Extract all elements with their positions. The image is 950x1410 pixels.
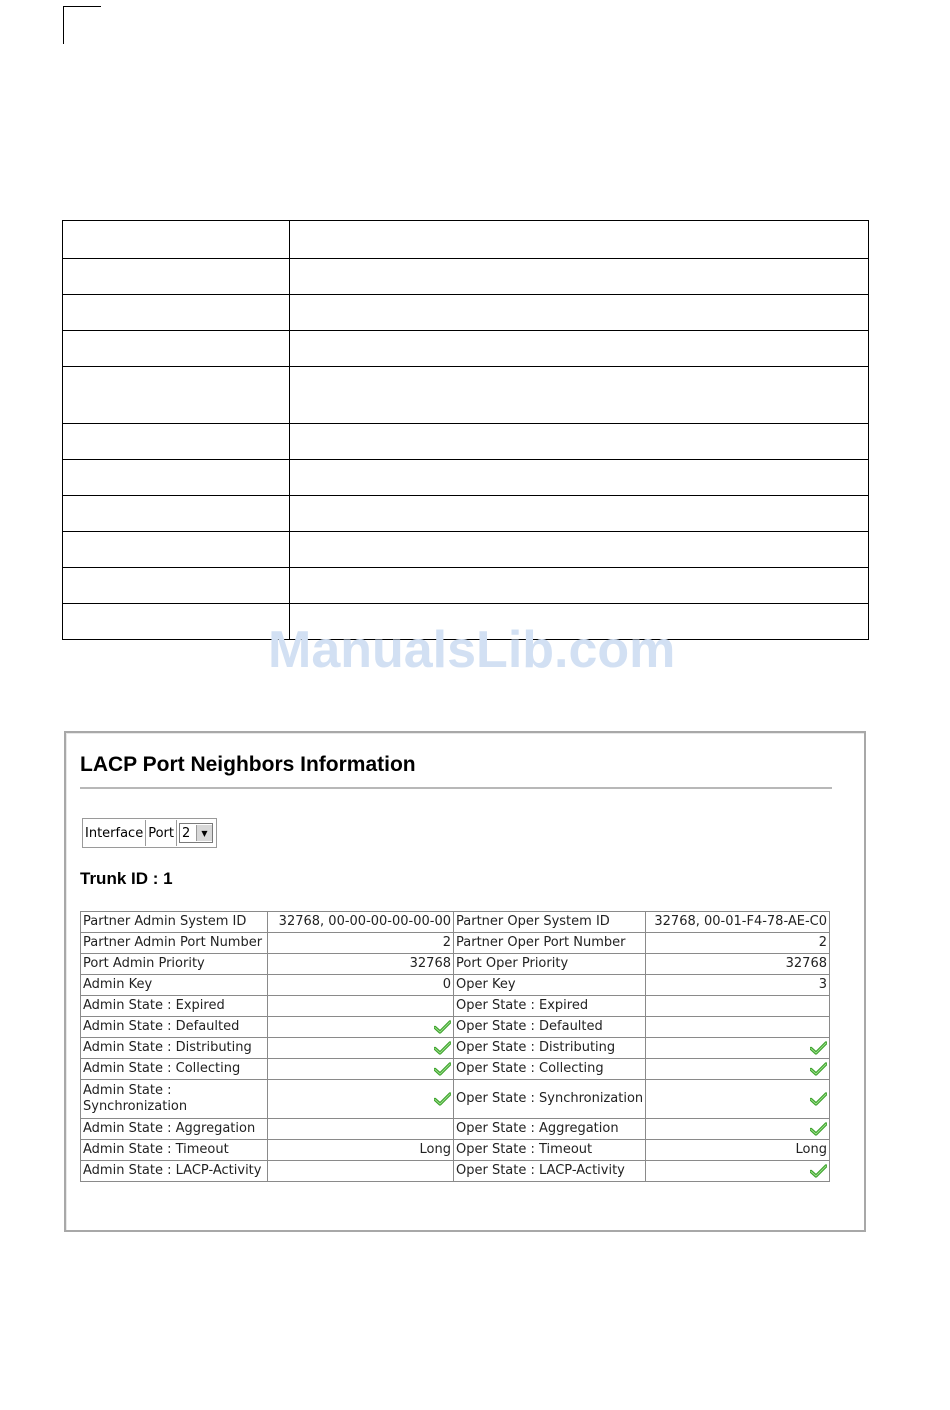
admin-label: Admin State : Collecting: [81, 1059, 268, 1080]
oper-label: Oper State : Aggregation: [454, 1119, 646, 1140]
crop-mark-horizontal: [63, 6, 101, 7]
oper-value: [646, 1080, 830, 1119]
table-row: [81, 912, 830, 933]
check-icon: [434, 1062, 451, 1076]
def-cell: [290, 221, 869, 259]
admin-label: Port Admin Priority: [81, 954, 268, 975]
table-row: [81, 1017, 830, 1038]
oper-value: 32768, 00-01-F4-78-AE-C0: [646, 912, 830, 933]
port-select-cell: [177, 820, 216, 846]
def-cell: [63, 424, 290, 460]
oper-label: Oper State : Collecting: [454, 1059, 646, 1080]
oper-value: Long: [646, 1140, 830, 1161]
oper-value: [646, 1119, 830, 1140]
admin-label: Partner Admin System ID: [81, 912, 268, 933]
def-cell: [290, 568, 869, 604]
page-title: LACP Port Neighbors Information: [80, 753, 416, 776]
neighbors-table: [80, 911, 830, 1182]
port-select[interactable]: [179, 823, 213, 843]
oper-value: [646, 1059, 830, 1080]
admin-value: [268, 1059, 454, 1080]
oper-label: Oper State : Defaulted: [454, 1017, 646, 1038]
check-icon: [810, 1092, 827, 1106]
check-icon: [810, 1041, 827, 1055]
admin-value: [268, 1017, 454, 1038]
admin-value: [268, 996, 454, 1017]
lacp-neighbors-panel: [64, 731, 866, 1232]
oper-value: 32768: [646, 954, 830, 975]
admin-label: Admin State : Aggregation: [81, 1119, 268, 1140]
admin-value: [268, 1080, 454, 1119]
title-divider: [80, 787, 832, 789]
oper-value: [646, 996, 830, 1017]
oper-label: Oper State : Timeout: [454, 1140, 646, 1161]
table-row: [81, 1161, 830, 1182]
table-row: [81, 1038, 830, 1059]
crop-mark-vertical: [63, 6, 64, 44]
oper-label: Oper State : LACP-Activity: [454, 1161, 646, 1182]
admin-label: Admin State : Expired: [81, 996, 268, 1017]
admin-value: 32768, 00-00-00-00-00-00: [268, 912, 454, 933]
oper-label: Oper State : Distributing: [454, 1038, 646, 1059]
oper-label: Oper State : Synchronization: [454, 1080, 646, 1119]
admin-value: 0: [268, 975, 454, 996]
def-cell: [290, 367, 869, 424]
admin-label: Partner Admin Port Number: [81, 933, 268, 954]
admin-label: Admin State : Timeout: [81, 1140, 268, 1161]
oper-label: Partner Oper Port Number: [454, 933, 646, 954]
admin-value: [268, 1161, 454, 1182]
oper-label: Port Oper Priority: [454, 954, 646, 975]
definition-table: [62, 220, 869, 640]
port-select-value: 2: [181, 825, 191, 841]
def-cell: [63, 460, 290, 496]
def-cell: [290, 424, 869, 460]
table-row: [81, 954, 830, 975]
table-row: [81, 996, 830, 1017]
table-row: [81, 1119, 830, 1140]
admin-value: Long: [268, 1140, 454, 1161]
admin-label: Admin State : LACP-Activity: [81, 1161, 268, 1182]
admin-value: [268, 1119, 454, 1140]
def-cell: [63, 532, 290, 568]
def-cell: [63, 331, 290, 367]
check-icon: [434, 1092, 451, 1106]
watermark: ManualsLib.com: [268, 621, 676, 679]
check-icon: [434, 1020, 451, 1034]
oper-value: [646, 1161, 830, 1182]
oper-value: 3: [646, 975, 830, 996]
def-cell: [63, 259, 290, 295]
admin-label: Admin State : Synchronization: [81, 1080, 268, 1119]
def-cell: [290, 295, 869, 331]
oper-label: Oper Key: [454, 975, 646, 996]
table-row: [81, 1080, 830, 1119]
def-cell: [290, 532, 869, 568]
admin-label: Admin Key: [81, 975, 268, 996]
oper-value: 2: [646, 933, 830, 954]
def-cell: [290, 259, 869, 295]
table-row: [81, 1059, 830, 1080]
interface-label: Interface: [83, 820, 146, 846]
table-row: [81, 933, 830, 954]
admin-label: Admin State : Distributing: [81, 1038, 268, 1059]
admin-value: 2: [268, 933, 454, 954]
oper-label: Oper State : Expired: [454, 996, 646, 1017]
oper-value: [646, 1038, 830, 1059]
check-icon: [810, 1122, 827, 1136]
port-label: Port: [146, 820, 177, 846]
def-cell: [63, 221, 290, 259]
oper-label: Partner Oper System ID: [454, 912, 646, 933]
def-cell: [63, 367, 290, 424]
def-cell: [290, 460, 869, 496]
def-cell: [63, 604, 290, 640]
def-cell: [63, 568, 290, 604]
check-icon: [810, 1062, 827, 1076]
chevron-down-icon[interactable]: ▼: [196, 825, 212, 841]
admin-value: 32768: [268, 954, 454, 975]
interface-selector: [82, 818, 217, 848]
admin-value: [268, 1038, 454, 1059]
def-cell: [63, 295, 290, 331]
trunk-id-label: Trunk ID : 1: [80, 869, 173, 888]
table-row: [81, 1140, 830, 1161]
def-cell: [290, 496, 869, 532]
def-cell: [63, 496, 290, 532]
table-row: [81, 975, 830, 996]
admin-label: Admin State : Defaulted: [81, 1017, 268, 1038]
check-icon: [810, 1164, 827, 1178]
def-cell: [290, 331, 869, 367]
oper-value: [646, 1017, 830, 1038]
check-icon: [434, 1041, 451, 1055]
